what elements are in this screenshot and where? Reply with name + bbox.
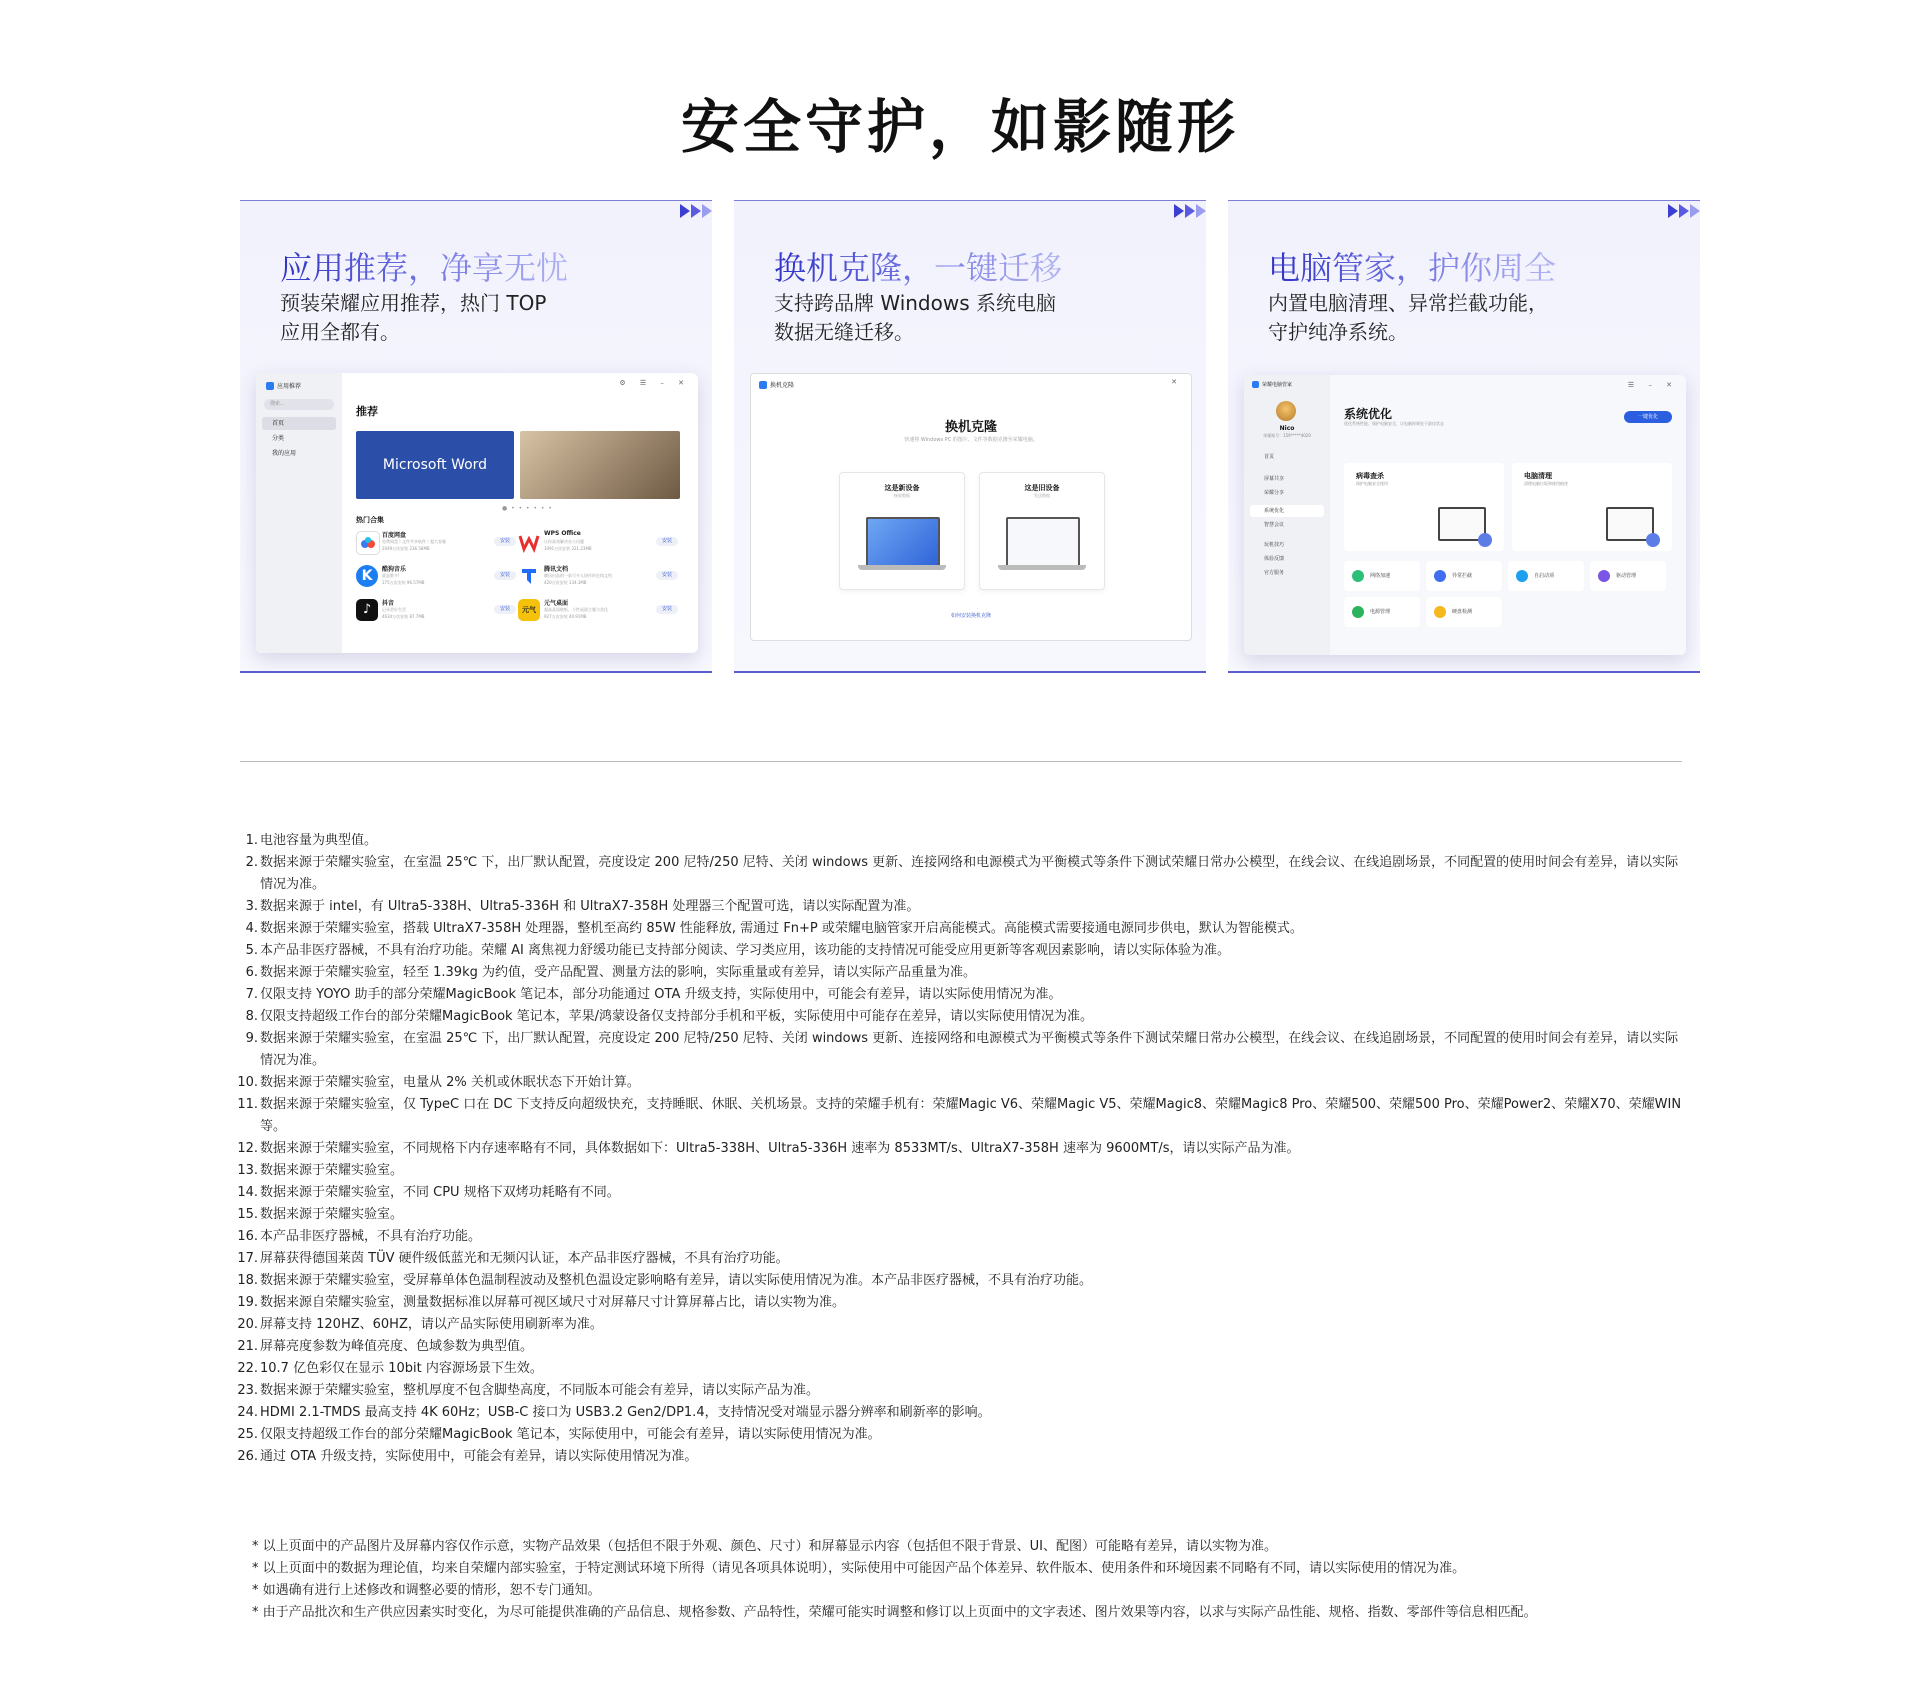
footnote-text: 数据来源于荣耀实验室，搭载 UltraX7-358H 处理器，整机至高约 85W 性能释放, 需通过 Fn+P 或荣耀电脑管家开启高能模式。高能模式需要接通电源同步供电，默认为智能模式。 bbox=[260, 921, 1303, 936]
footnote-text: 电池容量为典型值。 bbox=[260, 833, 378, 848]
footnote-text: 数据来源于荣耀实验室，电量从 2% 关机或休眠状态下开始计算。 bbox=[260, 1075, 640, 1090]
footnote-text: 数据来源于荣耀实验室，在室温 25℃ 下，出厂默认配置，亮度设定 200 尼特/250 尼特、关闭 windows 更新、连接网络和电源模式为平衡模式等条件下测试荣耀日常办公模型，在线会议、在线追剧场景，不同配置的使用时间会有差异，请以实际情况为准。 bbox=[260, 1031, 1679, 1068]
banner-word[interactable]: Microsoft Word bbox=[356, 431, 514, 499]
footnote-number: 26. bbox=[237, 1449, 258, 1464]
sidebar-item-home[interactable]: 首页 bbox=[262, 417, 336, 430]
footnote-text: 仅限支持超级工作台的部分荣耀MagicBook 笔记本，苹果/鸿蒙设备仅支持部分手机和平板，实际使用中可能存在差异，请以实际使用情况为准。 bbox=[260, 1009, 1094, 1024]
app-logo-icon bbox=[759, 381, 767, 389]
arrow-decoration-icon bbox=[679, 201, 712, 221]
tool-label: 异常拦截 bbox=[1452, 573, 1473, 579]
footnote-item bbox=[237, 1446, 1686, 1468]
footnote-text: 数据来源于 intel，有 Ultra5-338H、Ultra5-336H 和 UltraX7-358H 处理器三个配置可选，请以实际配置为准。 bbox=[260, 899, 920, 914]
app-meta: 375万次安装 96.57MB bbox=[382, 580, 425, 585]
tool-network-accel[interactable] bbox=[1344, 561, 1420, 591]
footnote-item bbox=[246, 896, 1686, 918]
panel-title: 病毒查杀 bbox=[1356, 472, 1384, 480]
app-name: WPS Office bbox=[544, 530, 581, 537]
footnote-number: 8. bbox=[245, 1009, 258, 1024]
app-logo-icon bbox=[1252, 381, 1259, 388]
footnote-number: 11. bbox=[237, 1097, 258, 1112]
disclaimer-item: * 如遇确有进行上述修改和调整必要的情形，恕不专门通知。 bbox=[252, 1583, 601, 1598]
footnote-text: 本产品非医疗器械，不具有治疗功能。荣耀 AI 离焦视力舒缓功能已支持部分阅读、学习类应用，该功能的支持情况可能受应用更新等客观因素影响，请以实际体验为准。 bbox=[260, 943, 1230, 958]
sidebar-item-honor-share[interactable]: 荣耀分享 bbox=[1264, 490, 1285, 496]
footnote-number: 24. bbox=[237, 1405, 258, 1420]
power-icon bbox=[1516, 570, 1528, 582]
footnote-item bbox=[237, 1358, 1686, 1380]
list-item[interactable] bbox=[356, 527, 516, 557]
app-desc: 超高品质壁纸，个性桌面主题与美化 bbox=[544, 607, 608, 612]
card-phone-clone bbox=[734, 200, 1206, 673]
app-name: 元气桌面 bbox=[544, 600, 569, 607]
app-desc: 腾讯出品的一款可多人协作的在线文档 bbox=[544, 573, 612, 578]
footnote-number: 6. bbox=[245, 965, 258, 980]
panel-sub: 保护电脑安全使用 bbox=[1356, 481, 1388, 486]
card-desc-line: 应用全都有。 bbox=[280, 320, 400, 344]
footnote-number: 16. bbox=[237, 1229, 258, 1244]
baidu-netdisk-icon bbox=[356, 531, 380, 555]
card-desc-line: 守护纯净系统。 bbox=[1268, 320, 1408, 344]
option-title: 这是旧设备 bbox=[1024, 484, 1060, 492]
footnote-text: 数据来源于荣耀实验室，仅 TypeC 口在 DC 下支持反向超级快充，支持睡眠、休眠、关机场景。支持的荣耀手机有：荣耀Magic V6、荣耀Magic V5、荣耀Magic8、荣耀Magic8 Pro、荣耀500、荣耀500 Pro、荣耀Power2、荣耀X70、荣耀WIN 等。 bbox=[260, 1097, 1682, 1134]
section-heading: 推荐 bbox=[356, 405, 378, 418]
footnote-number: 25. bbox=[237, 1427, 258, 1442]
footnote-text: 数据来源于荣耀实验室，在室温 25℃ 下，出厂默认配置，亮度设定 200 尼特/250 尼特、关闭 windows 更新、连接网络和电源模式为平衡模式等条件下测试荣耀日常办公模型，在线会议、在线追剧场景，不同配置的使用时间会有差异，请以实际情况为准。 bbox=[260, 855, 1679, 892]
yuanqi-desktop-icon: 元气 bbox=[518, 599, 540, 621]
footnote-item bbox=[246, 1028, 1686, 1072]
avatar[interactable] bbox=[1276, 401, 1296, 421]
card-description bbox=[1268, 289, 1668, 347]
footnote-item bbox=[237, 1336, 1686, 1358]
list-item[interactable] bbox=[356, 561, 516, 591]
douyin-icon: ♪ bbox=[356, 599, 378, 621]
arrow-decoration-icon bbox=[1667, 201, 1700, 221]
network-icon bbox=[1352, 570, 1364, 582]
footnote-item bbox=[237, 1380, 1686, 1402]
panel-sub: 清理电脑垃圾和使用痕迹 bbox=[1524, 481, 1568, 486]
pc-manager-window bbox=[1244, 375, 1686, 655]
tool-driver[interactable] bbox=[1590, 561, 1666, 591]
virus-scan-panel[interactable] bbox=[1344, 463, 1504, 551]
clone-heading: 换机克隆 bbox=[944, 420, 997, 435]
footnote-text: 10.7 亿色彩仅在显示 10bit 内容源场景下生效。 bbox=[260, 1361, 543, 1376]
sidebar bbox=[1244, 375, 1330, 655]
footnote-text: 数据来源于荣耀实验室，不同规格下内存速率略有不同，具体数据如下：Ultra5-338H、Ultra5-336H 速率为 8533MT/s、UltraX7-358H 速率为 9600MT/s，请以实际产品为准。 bbox=[260, 1141, 1300, 1156]
window-controls[interactable]: ☰ – ✕ bbox=[1627, 381, 1678, 389]
install-button[interactable]: 安装 bbox=[494, 571, 516, 580]
user-name: Nico bbox=[1279, 425, 1295, 432]
list-item[interactable] bbox=[518, 561, 678, 591]
footnote-text: 通过 OTA 升级支持，实际使用中，可能会有差异，请以实际使用情况为准。 bbox=[260, 1449, 698, 1464]
footnote-number: 4. bbox=[245, 921, 258, 936]
account-id: 荣耀账号：159*****4020 bbox=[1263, 433, 1311, 438]
main-panel bbox=[342, 373, 698, 653]
app-logo-icon bbox=[266, 382, 274, 390]
sidebar bbox=[256, 373, 342, 653]
clone-subtitle: 快速将 Windows PC 的图片、文件等数据克隆至荣耀电脑。 bbox=[904, 437, 1038, 443]
footnote-text: 屏幕支持 120HZ、60HZ，请以产品实际使用刷新率为准。 bbox=[260, 1317, 603, 1332]
footnote-text: 本产品非医疗器械，不具有治疗功能。 bbox=[260, 1229, 482, 1244]
tool-label: 电源管理 bbox=[1370, 609, 1391, 615]
footnote-number: 22. bbox=[237, 1361, 258, 1376]
arrow-decoration-icon bbox=[1173, 201, 1206, 221]
app-desc: 记录美好生活 bbox=[382, 607, 406, 612]
footnote-item bbox=[237, 1424, 1686, 1446]
one-click-optimize-button[interactable]: 一键优化 bbox=[1624, 411, 1672, 423]
footnote-number: 7. bbox=[245, 987, 258, 1002]
card-title: 应用推荐，净享无忧 bbox=[280, 243, 568, 289]
close-icon[interactable]: ✕ bbox=[1171, 378, 1183, 386]
laptop-old-icon bbox=[1006, 517, 1080, 567]
window-controls[interactable]: ⚙ ☰ – ✕ bbox=[619, 379, 690, 387]
tool-label: 自启动项 bbox=[1534, 573, 1555, 579]
footnote-item bbox=[237, 1226, 1686, 1248]
monitor-broom-icon bbox=[1606, 507, 1654, 541]
footnote-item bbox=[237, 1138, 1686, 1160]
footnote-number: 2. bbox=[245, 855, 258, 870]
app-store-window bbox=[256, 373, 698, 653]
tool-power[interactable] bbox=[1344, 597, 1420, 627]
tool-disk[interactable] bbox=[1426, 597, 1502, 627]
carousel-dots[interactable]: ● • • • • • • bbox=[502, 505, 553, 512]
footnote-item bbox=[237, 1248, 1686, 1270]
footnote-number: 15. bbox=[237, 1207, 258, 1222]
app-desc: 让你高效解决办公问题 bbox=[544, 539, 584, 544]
sidebar-item-category[interactable]: 分类 bbox=[272, 435, 285, 442]
tool-label: 硬盘检测 bbox=[1452, 609, 1473, 615]
footnote-item bbox=[246, 852, 1686, 896]
new-device-option[interactable] bbox=[839, 472, 965, 590]
app-name: 百度网盘 bbox=[382, 532, 407, 539]
main-panel bbox=[1330, 375, 1686, 655]
card-desc-line: 内置电脑清理、异常拦截功能， bbox=[1268, 291, 1548, 315]
card-description bbox=[280, 289, 680, 347]
app-name: 抖音 bbox=[382, 600, 395, 607]
disk-icon bbox=[1434, 606, 1446, 618]
option-sub: 接收数据 bbox=[894, 493, 910, 498]
footnote-item bbox=[246, 984, 1686, 1006]
footnote-text: 仅限支持 YOYO 助手的部分荣耀MagicBook 笔记本，部分功能通过 OTA 升级支持，实际使用中，可能会有差异，请以实际使用情况为准。 bbox=[260, 987, 1062, 1002]
monitor-shield-icon bbox=[1438, 507, 1486, 541]
footnote-number: 17. bbox=[237, 1251, 258, 1266]
wps-icon bbox=[518, 531, 540, 553]
footnote-item bbox=[246, 962, 1686, 984]
footnote-number: 1. bbox=[245, 833, 258, 848]
footnote-number: 12. bbox=[237, 1141, 258, 1156]
clone-window bbox=[750, 373, 1192, 641]
app-name: 酷狗音乐 bbox=[382, 566, 407, 573]
tool-label: 驱动管理 bbox=[1616, 573, 1637, 579]
window-title: 荣耀电脑管家 bbox=[1262, 382, 1293, 388]
sidebar-item-home[interactable]: 首页 bbox=[1264, 454, 1275, 460]
footnote-item bbox=[237, 1270, 1686, 1292]
footnote-item bbox=[237, 1094, 1686, 1138]
app-meta: 2049万次安装 236.58MB bbox=[382, 546, 430, 551]
app-meta: 4634万次安装 87.7MB bbox=[382, 614, 425, 619]
panel-title: 电脑清理 bbox=[1524, 472, 1552, 480]
card-pc-manager bbox=[1228, 200, 1700, 673]
footnote-text: HDMI 2.1-TMDS 最高支持 4K 60Hz；USB-C 接口为 USB3.2 Gen2/DP1.4，支持情况受对端显示器分辨率和刷新率的影响。 bbox=[260, 1405, 991, 1420]
app-desc: 就是歌多! bbox=[382, 573, 400, 578]
install-button[interactable]: 安装 bbox=[656, 571, 678, 580]
footnote-text: 数据来源于荣耀实验室，轻至 1.39kg 为约值，受产品配置、测量方法的影响，实际重量或有差异，请以实际产品重量为准。 bbox=[260, 965, 976, 980]
search-input[interactable]: 搜索... bbox=[264, 399, 334, 410]
card-desc-line: 数据无缝迁移。 bbox=[774, 320, 914, 344]
disclaimer-item: * 以上页面中的数据为理论值，均来自荣耀内部实验室，于特定测试环境下所得（请见各项具体说明），实际使用中可能因产品个体差异、软件版本、使用条件和环境因素不同略有不同，请以实际使用的情况为准。 bbox=[252, 1561, 1466, 1576]
app-name: 腾讯文档 bbox=[544, 566, 569, 573]
install-button[interactable]: 安装 bbox=[494, 605, 516, 614]
footnote-text: 数据来源于荣耀实验室，不同 CPU 规格下双烤功耗略有不同。 bbox=[260, 1185, 620, 1200]
list-item[interactable] bbox=[518, 595, 678, 625]
section-subtitle: 优化系统性能、保护电脑安全，让电脑时刻处于最佳状态 bbox=[1344, 421, 1444, 426]
app-meta: 1091万次安装 221.23MB bbox=[544, 546, 592, 551]
install-button[interactable]: 安装 bbox=[656, 537, 678, 546]
kugou-icon: K bbox=[356, 565, 378, 587]
footnote-number: 21. bbox=[237, 1339, 258, 1354]
card-title: 换机克隆，一键迁移 bbox=[774, 243, 1062, 289]
footnote-number: 23. bbox=[237, 1383, 258, 1398]
footnote-text: 数据来源于荣耀实验室。 bbox=[260, 1207, 404, 1222]
sidebar-item-feedback[interactable]: 体验反馈 bbox=[1264, 556, 1285, 562]
old-device-option[interactable] bbox=[979, 472, 1105, 590]
card-title: 电脑管家，护你周全 bbox=[1268, 243, 1556, 289]
footnote-item bbox=[246, 830, 1686, 852]
sidebar-item-service[interactable]: 官方服务 bbox=[1264, 570, 1285, 576]
sidebar-item-my-apps[interactable]: 我的应用 bbox=[272, 450, 297, 457]
disclaimer-item: * 以上页面中的产品图片及屏幕内容仅作示意，实物产品效果（包括但不限于外观、颜色、尺寸）和屏幕显示内容（包括但不限于背景、UI、配图）可能略有差异，请以实物为准。 bbox=[252, 1539, 1277, 1554]
divider bbox=[240, 761, 1682, 762]
install-button[interactable]: 安装 bbox=[656, 605, 678, 614]
footnote-item bbox=[237, 1314, 1686, 1336]
footnote-text: 数据来源于荣耀实验室，受屏幕单体色温制程波动及整机色温设定影响略有差异，请以实际使用情况为准。本产品非医疗器械，不具有治疗功能。 bbox=[260, 1273, 1093, 1288]
tool-label: 网络加速 bbox=[1370, 573, 1391, 579]
list-item[interactable] bbox=[356, 595, 516, 625]
tool-startup[interactable] bbox=[1508, 561, 1584, 591]
footnote-number: 9. bbox=[245, 1031, 258, 1046]
footnote-number: 10. bbox=[237, 1075, 258, 1090]
app-meta: 420万次安装 134.3MB bbox=[544, 580, 587, 585]
laptop-new-icon bbox=[866, 517, 940, 567]
tencent-docs-icon bbox=[518, 565, 540, 587]
feature-cards bbox=[240, 200, 1700, 670]
footnote-item bbox=[246, 1006, 1686, 1028]
card-desc-line: 支持跨品牌 Windows 系统电脑 bbox=[774, 291, 1056, 315]
footnote-item bbox=[237, 1292, 1686, 1314]
footnote-item bbox=[237, 1072, 1686, 1094]
option-sub: 发送数据 bbox=[1034, 493, 1050, 498]
disclaimer-item: * 由于产品批次和生产供应因素实时变化，为尽可能提供准确的产品信息、规格参数、产品特性，荣耀可能实时调整和修订以上页面中的文字表述、图片效果等内容，以求与实际产品性能、规格、指数、零部件等信息相匹配。 bbox=[252, 1605, 1537, 1620]
install-button[interactable]: 安装 bbox=[494, 537, 516, 546]
section-heading: 热门合集 bbox=[356, 516, 384, 524]
window-title: 应用推荐 bbox=[277, 383, 302, 390]
footnote-number: 19. bbox=[237, 1295, 258, 1310]
footnote-number: 20. bbox=[237, 1317, 258, 1332]
card-desc-line: 预装荣耀应用推荐，热门 TOP bbox=[280, 291, 547, 315]
footnote-item bbox=[237, 1402, 1686, 1424]
footnote-number: 13. bbox=[237, 1163, 258, 1178]
gear-icon bbox=[1598, 570, 1610, 582]
footnote-number: 14. bbox=[237, 1185, 258, 1200]
footnote-item bbox=[237, 1160, 1686, 1182]
footnote-text: 仅限支持超级工作台的部分荣耀MagicBook 笔记本，实际使用中，可能会有差异，请以实际使用情况为准。 bbox=[260, 1427, 881, 1442]
footnote-item bbox=[237, 1204, 1686, 1226]
card-app-recommend bbox=[240, 200, 712, 673]
option-title: 这是新设备 bbox=[884, 484, 920, 492]
footnote-text: 屏幕获得德国莱茵 TÜV 硬件级低蓝光和无频闪认证，本产品非医疗器械，不具有治疗功能。 bbox=[260, 1251, 789, 1266]
banner-image[interactable] bbox=[520, 431, 680, 499]
footnote-text: 数据来源于荣耀实验室。 bbox=[260, 1163, 404, 1178]
footnote-text: 数据来源于荣耀实验室，整机厚度不包含脚垫高度，不同版本可能会有差异，请以实际产品为准。 bbox=[260, 1383, 820, 1398]
footnote-item bbox=[246, 940, 1686, 962]
disclaimer-list bbox=[252, 1536, 1692, 1624]
sidebar-item-tips[interactable]: 玩机技巧 bbox=[1264, 542, 1285, 548]
footnote-number: 5. bbox=[245, 943, 258, 958]
sidebar-item-meeting[interactable]: 智慧会议 bbox=[1264, 522, 1285, 528]
pc-cleanup-panel[interactable] bbox=[1512, 463, 1672, 551]
block-icon bbox=[1434, 570, 1446, 582]
footnote-item bbox=[237, 1182, 1686, 1204]
sidebar-item-optimize[interactable]: 系统优化 bbox=[1250, 505, 1324, 517]
app-desc: 免费网盘丨文件共享软件丨超大容量 bbox=[382, 539, 446, 544]
card-description bbox=[774, 289, 1174, 347]
tool-block[interactable] bbox=[1426, 561, 1502, 591]
app-meta: 927万次安装 40.91MB bbox=[544, 614, 587, 619]
sidebar-item-screen-share[interactable]: 屏幕共享 bbox=[1264, 476, 1285, 482]
footnote-text: 屏幕亮度参数为峰值亮度、色域参数为典型值。 bbox=[260, 1339, 534, 1354]
window-title: 换机克隆 bbox=[770, 382, 795, 389]
page-title: 安全守护，如影随形 bbox=[680, 93, 1239, 161]
footnote-item bbox=[246, 918, 1686, 940]
footnotes-list bbox=[237, 830, 1686, 1468]
install-guide-link[interactable]: 如何安装换机克隆 bbox=[950, 613, 991, 619]
battery-icon bbox=[1352, 606, 1364, 618]
footnote-number: 3. bbox=[245, 899, 258, 914]
footnote-number: 18. bbox=[237, 1273, 258, 1288]
list-item[interactable] bbox=[518, 527, 678, 557]
footnote-text: 数据来源自荣耀实验室，测量数据标准以屏幕可视区域尺寸对屏幕尺寸计算屏幕占比，请以实物为准。 bbox=[260, 1295, 846, 1310]
section-heading: 系统优化 bbox=[1344, 407, 1393, 421]
